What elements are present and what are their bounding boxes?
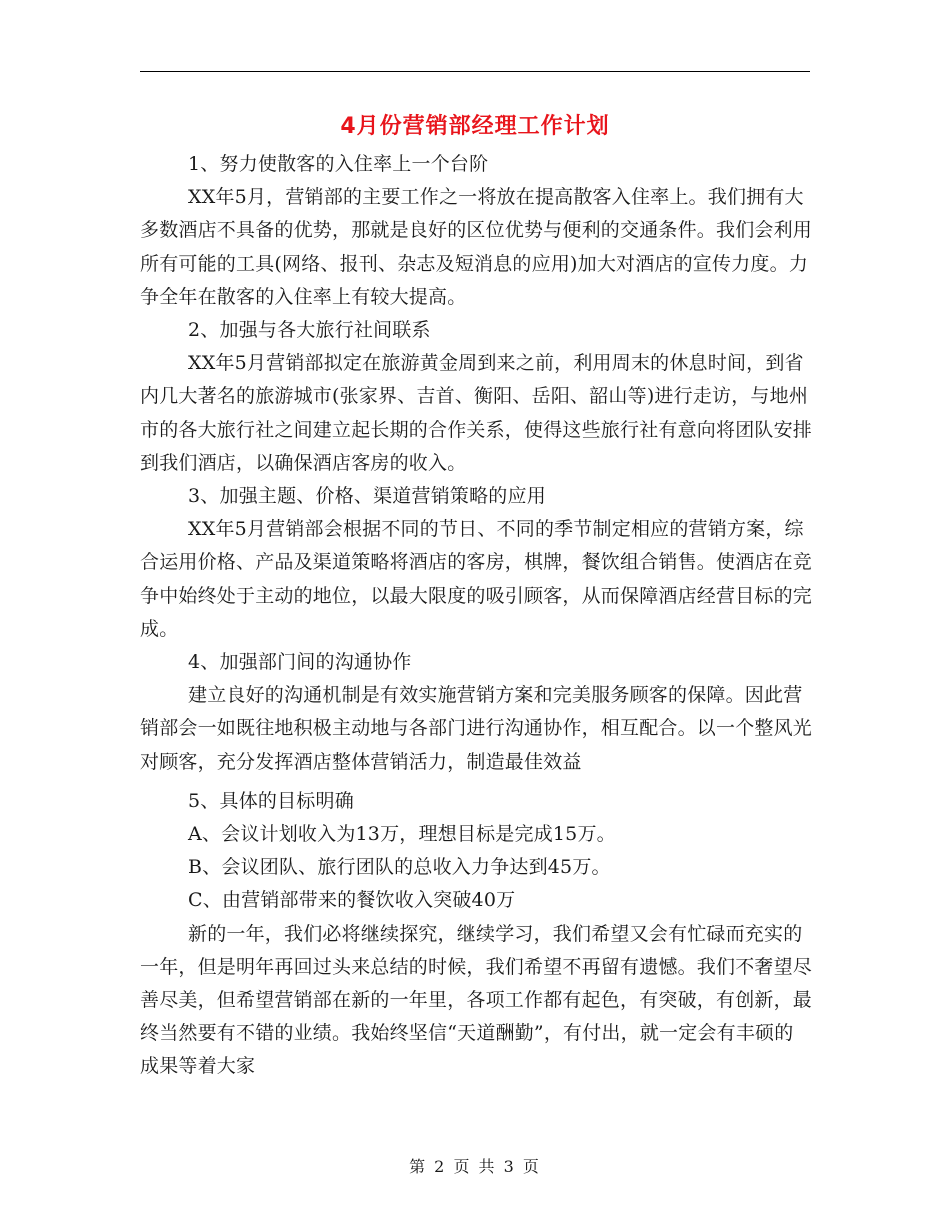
document-title: 4月份营销部经理工作计划	[340, 114, 610, 139]
paragraph-2: XX年5月营销部拟定在旅游黄金周到来之前，利用周末的休息时间，到省内几大著名的旅游城市(张家界、吉首、衡阳、岳阳、韶山等)进行走访，与地州市的各大旅行社之间建立起长期的合作关系，使得这些旅行社有意向将团队安排到我们酒店，以确保酒店客房的收入。	[140, 352, 813, 474]
section-heading-2: 2、加强与各大旅行社间联系	[188, 319, 431, 342]
paragraph-3: XX年5月营销部会根据不同的节日、不同的季节制定相应的营销方案，综合运用价格、产品及渠道策略将酒店的客房，棋牌，餐饮组合销售。使酒店在竞争中始终处于主动的地位，以最大限度的吸引顾客，从而保障酒店经营目标的完成。	[140, 518, 813, 640]
target-item-b: B、会议团队、旅行团队的总收入力争达到45万。	[188, 856, 611, 879]
paragraph-4: 建立良好的沟通机制是有效实施营销方案和完美服务顾客的保障。因此营销部会一如既往地积极主动地与各部门进行沟通协作，相互配合。以一个整风光对顾客，充分发挥酒店整体营销活力，制造最佳效益	[140, 684, 813, 773]
page-number-footer: 第 2 页 共 3 页	[409, 1157, 541, 1176]
closing-paragraph: 新的一年，我们必将继续探究，继续学习，我们希望又会有忙碌而充实的一年，但是明年再回过头来总结的时候，我们希望不再留有遗憾。我们不奢望尽善尽美，但希望营销部在新的一年里，各项工作都有起色，有突破，有创新，最终当然要有不错的业绩。我始终坚信“天道酬勤”，有付出，就一定会有丰硕的成果等着大家	[140, 922, 813, 1078]
section-heading-3: 3、加强主题、价格、渠道营销策略的应用	[188, 485, 546, 508]
paragraph-1: XX年5月，营销部的主要工作之一将放在提高散客入住率上。我们拥有大多数酒店不具备的优势，那就是良好的区位优势与便利的交通条件。我们会利用所有可能的工具(网络、报刊、杂志及短消息的应用)加大对酒店的宣传力度。力争全年在散客的入住率上有较大提高。	[140, 186, 813, 308]
target-item-c: C、由营销部带来的餐饮收入突破40万	[188, 889, 516, 912]
section-heading-1: 1、努力使散客的入住率上一个台阶	[188, 153, 489, 175]
header-rule	[140, 71, 810, 72]
section-heading-4: 4、加强部门间的沟通协作	[188, 651, 412, 674]
document-body	[140, 148, 812, 1084]
target-item-a: A、会议计划收入为13万，理想目标是完成15万。	[188, 823, 616, 846]
section-heading-5: 5、具体的目标明确	[188, 789, 354, 812]
